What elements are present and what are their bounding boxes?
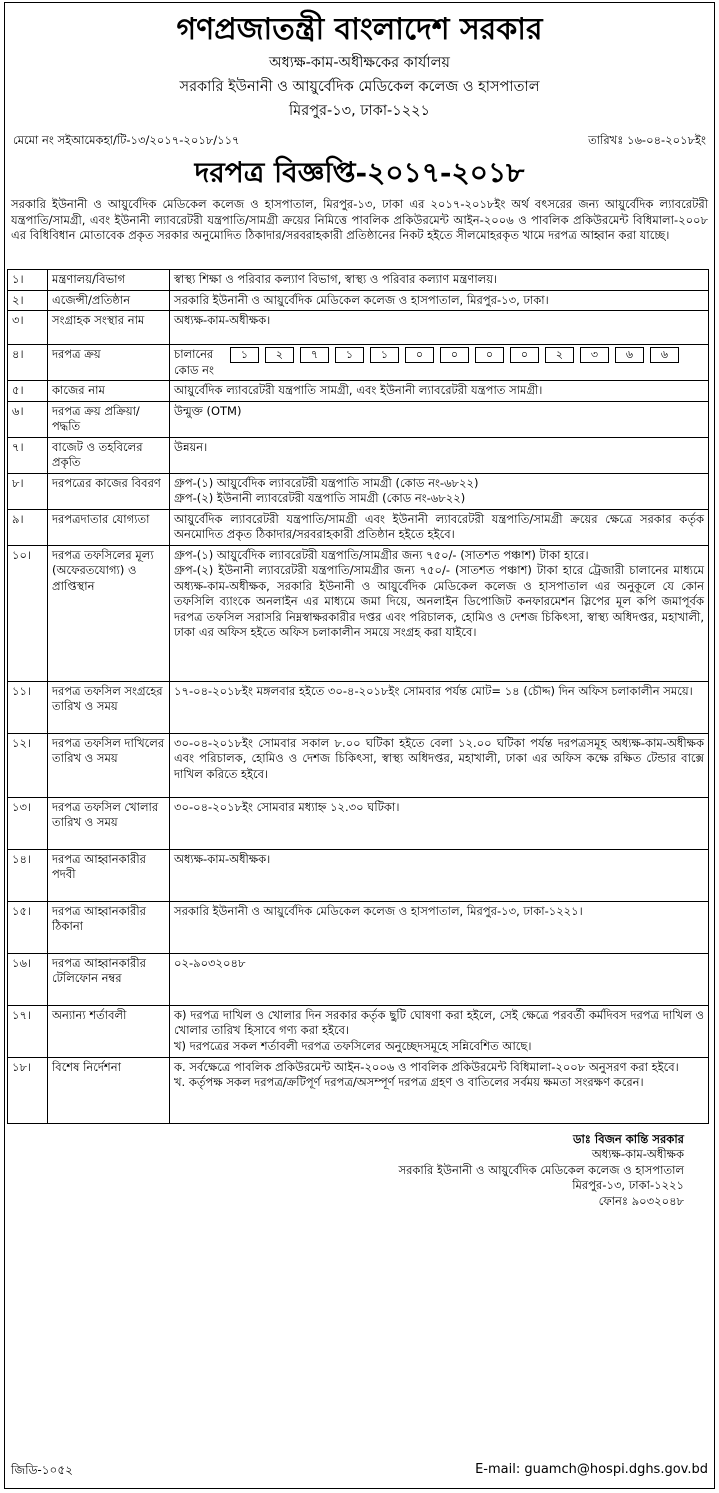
row-label: বাজেট ও তহবিলের প্রকৃতি	[48, 437, 170, 473]
code-digit-box: ২	[545, 347, 574, 363]
row-number: ১।	[8, 270, 48, 291]
code-digit-box: ১	[230, 347, 259, 363]
row-number: ৯।	[8, 509, 48, 545]
row-value	[170, 797, 709, 849]
row-number: ৪।	[8, 345, 48, 381]
row-value	[170, 901, 709, 953]
government-title: গণপ্রজাতন্ত্রী বাংলাদেশ সরকার	[176, 12, 543, 47]
row-label: দরপত্রদাতার যোগ্যতা	[48, 509, 170, 545]
row-label: দরপত্র তফসিল দাখিলের তারিখ ও সময়	[48, 733, 170, 797]
row-value	[170, 345, 709, 381]
table-row	[8, 345, 709, 381]
row-value-text: উন্মুক্ত (OTM)	[174, 403, 242, 418]
table-row	[8, 509, 709, 545]
row-value-text: উন্নয়ন।	[174, 439, 208, 454]
row-label: দরপত্র ক্রয় প্রক্রিয়া/পদ্ধতি	[48, 401, 170, 437]
email-address[interactable]: E-mail: guamch@hospi.dghs.gov.bd	[475, 1462, 708, 1477]
table-row	[8, 290, 709, 311]
row-label: দরপত্র আহ্বানকারীর টেলিফোন নম্বর	[48, 953, 170, 1005]
row-value	[170, 381, 709, 402]
row-number: ৮।	[8, 473, 48, 509]
table-row	[8, 270, 709, 291]
row-number: ১৪।	[8, 849, 48, 901]
office-name: অধ্যক্ষ-কাম-অধীক্ষকের কার্যালয়	[269, 55, 450, 71]
footer	[5, 1462, 714, 1482]
row-value-text-2: খ. কর্তৃপক্ষ সকল দরপত্র/ক্রটিপূর্ণ দরপত্র/অসম্পূর্ণ দরপত্র গ্রহণ ও বাতিলের সর্বময় ক্ষমতা সংরক্ষণ করেন।	[174, 1075, 644, 1089]
row-number: ১৫।	[8, 901, 48, 953]
row-label: মন্ত্রণালয়/বিভাগ	[48, 270, 170, 291]
row-value-text: ক) দরপত্র দাখিল ও খোলার দিন সরকার কর্তৃক ছুটি ঘোষণা করা হইলে, সেই ক্ষেত্রে পরবর্তী কর্মদিবস দরপত্র দাখিল ও খোলার তারিখ হিসাবে গণ্য করা হইবে।	[174, 1007, 704, 1037]
table-row	[8, 401, 709, 437]
signatory-institution: সরকারি ইউনানী ও আয়ুর্বেদিক মেডিকেল কলেজ ও হাসপাতাল	[398, 1162, 684, 1177]
row-value	[170, 1057, 709, 1123]
row-value-text: গ্রুপ-(১) আয়ুর্বেদিক ল্যাবরেটরী যন্ত্রপাতি সামগ্রী (কোড নং-৬৮২২)	[174, 475, 479, 490]
row-value-text: সরকারি ইউনানী ও আয়ুর্বেদিক মেডিকেল কলেজ ও হাসপাতাল, মিরপুর-১৩, ঢাকা।	[174, 292, 549, 307]
row-value-text: ক. সর্বক্ষেত্রে পাবলিক প্রকিউরমেন্ট আইন-২০০৬ ও পাবলিক প্রকিউরমেন্ট বিধিমালা-২০০৮ অনুসরণ করা হইবে।	[174, 1059, 679, 1074]
institution-name: সরকারি ইউনানী ও আয়ুর্বেদিক মেডিকেল কলেজ ও হাসপাতাল	[179, 79, 540, 95]
table-row	[8, 545, 709, 681]
row-value	[170, 953, 709, 1005]
row-number: ১২।	[8, 733, 48, 797]
table-row	[8, 311, 709, 345]
tender-notice	[4, 2, 715, 1489]
row-value	[170, 311, 709, 345]
row-number: ৭।	[8, 437, 48, 473]
row-number: ১৬।	[8, 953, 48, 1005]
code-digit-box: ০	[510, 347, 539, 363]
table-row	[8, 901, 709, 953]
row-value	[170, 290, 709, 311]
table-row	[8, 733, 709, 797]
code-digit-box: ০	[405, 347, 434, 363]
code-digit-box: ৬	[615, 347, 644, 363]
table-row	[8, 953, 709, 1005]
row-label: কাজের নাম	[48, 381, 170, 402]
gd-number: জিডি-১০৫২	[11, 1463, 73, 1477]
row-value	[170, 849, 709, 901]
memo-date: তারিখঃ ১৬-০৪-২০১৮ইং	[588, 133, 706, 147]
table-row	[8, 797, 709, 849]
row-number: ৫।	[8, 381, 48, 402]
row-label: দরপত্র তফসিলের মূল্য (অফেরতযোগ্য) ও প্রাপ্তিস্থান	[48, 545, 170, 681]
table-row	[8, 473, 709, 509]
row-label: দরপত্রের কাজের বিবরণ	[48, 473, 170, 509]
code-digit-box: ০	[475, 347, 504, 363]
code-digit-box: ৩	[580, 347, 609, 363]
row-value-text: সরকারি ইউনানী ও আয়ুর্বেদিক মেডিকেল কলেজ ও হাসপাতাল, মিরপুর-১৩, ঢাকা-১২২১।	[174, 903, 583, 918]
row-value	[170, 509, 709, 545]
signatory-designation: অধ্যক্ষ-কাম-অধীক্ষক	[591, 1147, 684, 1161]
code-digit-box: ১	[370, 347, 399, 363]
row-number: ১৮।	[8, 1057, 48, 1123]
code-digit-box: ১	[335, 347, 364, 363]
signature-block	[5, 1132, 714, 1210]
row-label: সংগ্রাহক সংস্থার নাম	[48, 311, 170, 345]
row-value-text: ৩০-০৪-২০১৮ইং সোমবার মধ্যাহ্ন ১২.৩০ ঘটিকা।	[174, 799, 400, 814]
row-label: অন্যান্য শর্তাবলী	[48, 1005, 170, 1057]
row-value	[170, 270, 709, 291]
signatory-phone: ফোনঃ ৯০৩২০৪৮	[598, 1193, 684, 1208]
row-number: ১০।	[8, 545, 48, 681]
table-row	[8, 849, 709, 901]
table-row	[8, 381, 709, 402]
intro-paragraph: সরকারি ইউনানী ও আয়ুর্বেদিক মেডিকেল কলেজ ও হাসপাতাল, মিরপুর-১৩, ঢাকা এর ২০১৭-২০১৮ইং অর্থ বৎসরের জন্য আয়ুর্বেদিক ল্যাবরেটরী যন্ত্রপাতি/সামগ্রী, এবং ইউনানী ল্যাবরেটরী যন্ত্রপাতি/সামগ্রী ক্রয়ের নিমিত্তে পাবলিক প্রকিউরমেন্ট আইন-২০০৬ ও পাবলিক প্রকিউরমেন্ট বিধিমালা-২০০৮ এর বিধিবিধান মোতাবেক প্রকৃত সরকার অনুমোদিত ঠিকাদার/সরবরাহকারী প্রতিষ্ঠানের নিকট হইতে সীলমোহরকৃত খামে দরপত্র আহ্বান করা যাচ্ছে।	[11, 197, 708, 242]
row-label: দরপত্র তফসিল খোলার তারিখ ও সময়	[48, 797, 170, 849]
row-label: এজেন্সী/প্রতিষ্ঠান	[48, 290, 170, 311]
row-value-text: ০২-৯০৩২০৪৮	[174, 955, 246, 970]
tender-details-table	[7, 269, 709, 1124]
row-value	[170, 545, 709, 681]
row-value	[170, 473, 709, 509]
challan-code-digits	[230, 347, 679, 363]
row-value	[170, 733, 709, 797]
row-value-text: ৩০-০৪-২০১৮ইং সোমবার সকাল ৮.০০ ঘটিকা হইতে বেলা ১২.০০ ঘটিকা পর্যন্ত দরপত্রসমূহ অধ্যক্ষ-কাম-অধীক্ষক এবং পরিচালক, হোমিও ও দেশজ চিকিৎসা, স্বাস্থ্য অধিদপ্তর, মহাখালী, ঢাকা এর অফিস কক্ষে রক্ষিত টেন্ডার বাক্সে দাখিল করিতে হইবে।	[174, 735, 704, 781]
row-value-text: আয়ুর্বেদিক ল্যাবরেটরী যন্ত্রপাতি/সামগ্রী এবং ইউনানী ল্যাবরেটরী যন্ত্রপাতি/সামগ্রী ক্রয়ের ক্ষেত্রে সরকার কর্তৃক অনমোদিত প্রকৃত ঠিকাদার/সরবরাহকারী প্রতিষ্ঠান হইতে হইবে।	[174, 511, 704, 541]
institution-address: মিরপুর-১৩, ঢাকা-১২২১	[289, 103, 430, 119]
row-label: দরপত্র আহ্বানকারীর পদবী	[48, 849, 170, 901]
challan-code	[174, 347, 704, 378]
row-value-text: অধ্যক্ষ-কাম-অধীক্ষক।	[174, 851, 271, 866]
row-value	[170, 1005, 709, 1057]
memo-number: মেমো নং সইআমেকহা/টি-১৩/২০১৭-২০১৮/১১৭	[13, 133, 240, 147]
code-digit-box: ০	[440, 347, 469, 363]
signatory-address: মিরপুর-১৩, ঢাকা-১২২১	[572, 1178, 684, 1192]
row-label: দরপত্র ক্রয়	[48, 345, 170, 381]
code-digit-box: ৭	[300, 347, 329, 363]
row-value	[170, 401, 709, 437]
challan-code-label: চালানের কোড নং	[174, 347, 214, 377]
row-number: ১১।	[8, 681, 48, 733]
row-value-text-2: খ) দরপত্রের সকল শর্তাবলী দরপত্র তফসিলের অনুচ্ছেদসমূহে সন্নিবেশিত আছে।	[174, 1038, 532, 1053]
row-label: দরপত্র আহ্বানকারীর ঠিকানা	[48, 901, 170, 953]
table-row	[8, 681, 709, 733]
row-value	[170, 681, 709, 733]
row-value	[170, 437, 709, 473]
code-digit-box: ২	[265, 347, 294, 363]
row-number: ১৩।	[8, 797, 48, 849]
row-value-text: আয়ুর্বেদিক ল্যাবরেটরী যন্ত্রপাতি সামগ্রী, এবং ইউনানী ল্যাবরেটরী যন্ত্রপাত সামগ্রী।	[174, 383, 543, 397]
row-number: ৩।	[8, 311, 48, 345]
table-row	[8, 1057, 709, 1123]
row-label: দরপত্র তফসিল সংগ্রহের তারিখ ও সময়	[48, 681, 170, 733]
row-value-text: স্বাস্থ্য শিক্ষা ও পরিবার কল্যাণ বিভাগ, স্বাস্থ্য ও পরিবার কল্যাণ মন্ত্রণালয়।	[174, 272, 498, 286]
row-value-text: ১৭-০৪-২০১৮ইং মঙ্গলবার হইতে ৩০-৪-২০১৮ইং সোমবার পর্যন্ত মোট= ১৪ (চৌদ্দ) দিন অফিস চলাকালীন সময়ে।	[174, 683, 693, 698]
row-value-text: গ্রুপ-(১) আয়ুর্বেদিক ল্যাবরেটরী যন্ত্রপাতি/সামগ্রীর জন্য ৭৫০/- (সাতশত পঞ্চাশ) টাকা হারে।	[174, 547, 589, 562]
code-digit-box: ৬	[650, 347, 679, 363]
row-number: ৬।	[8, 401, 48, 437]
row-value-text-2: গ্রুপ-(২) ইউনানী ল্যাবরেটরী যন্ত্রপাতি সামগ্রী (কোড নং-৬৮২২)	[174, 491, 466, 505]
notice-title: দরপত্র বিজ্ঞপ্তি-২০১৭-২০১৮	[194, 156, 525, 189]
row-number: ২।	[8, 290, 48, 311]
row-number: ১৭।	[8, 1005, 48, 1057]
row-value-text-2: গ্রুপ-(২) ইউনানী ল্যাবরেটরী যন্ত্রপাতি/সামগ্রীর জন্য ৭৫০/- (সাতশত পঞ্চাশ) টাকা হারে ট্রেজারী চালানের মাধ্যমে অধ্যক্ষ-কাম-অধীক্ষক, সরকারি ইউনানী ও আয়ুর্বেদিক মেডিকেল কলেজ ও হাসপাতাল এর অনুকূলে যে কোন তফসিলি ব্যাংকে অনলাইন এর মাধ্যমে জমা দিয়ে, অনলাইন ডিপোজিট কনফারমেশন স্লিপের মূল কপি জমাপূর্বক দরপত্র তফসিল সরাসরি নিম্নস্বাক্ষরকারীর দপ্তর এবং পরিচালক, হোমিও ও দেশজ চিকিৎসা, স্বাস্থ্য অধিদপ্তর, মহাখালী, ঢাকা এর অফিস হইতে অফিস চলাকালীন সময়ে সংগ্রহ করা যাইবে।	[174, 563, 704, 639]
row-value-text: অধ্যক্ষ-কাম-অধীক্ষক।	[174, 313, 271, 327]
row-label: বিশেষ নির্দেশনা	[48, 1057, 170, 1123]
table-row	[8, 1005, 709, 1057]
signatory-name: ডাঃ বিজন কান্তি সরকার	[572, 1131, 684, 1146]
memo-line	[5, 131, 714, 149]
table-row	[8, 437, 709, 473]
